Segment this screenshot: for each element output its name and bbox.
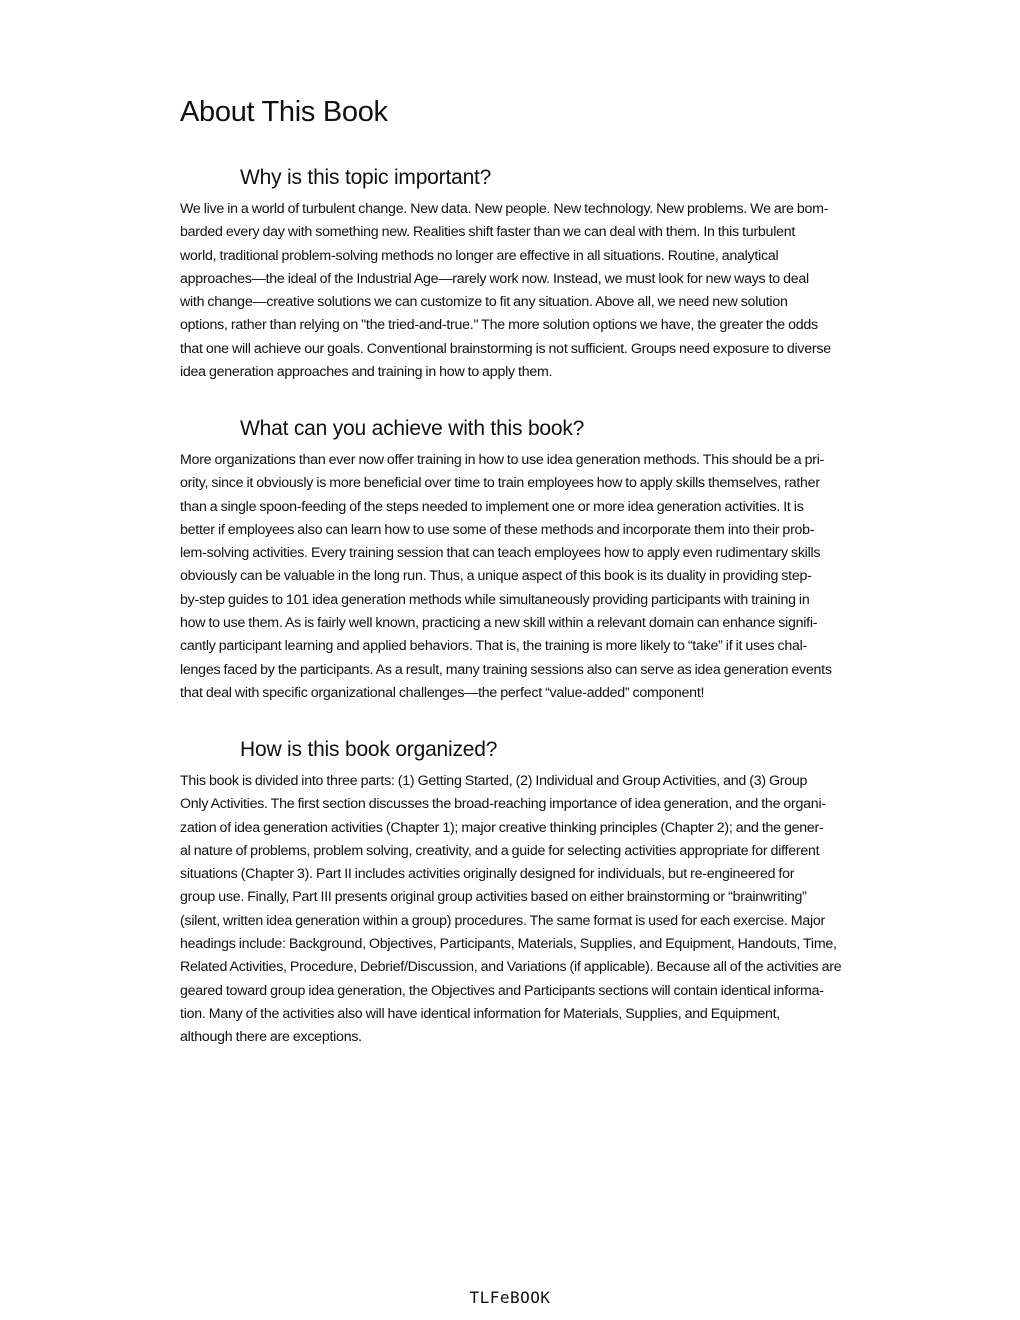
section-heading: What can you achieve with this book? bbox=[240, 417, 585, 440]
text-line: obviously can be valuable in the long run. Thus, a unique aspect of this book is its duality in providing step- bbox=[180, 568, 812, 585]
text-line: that one will achieve our goals. Conventional brainstorming is not sufficient. Groups need exposure to diverse bbox=[180, 340, 831, 357]
text-line: ority, since it obviously is more beneficial over time to train employees how to apply skills themselves, rather bbox=[180, 475, 820, 492]
footer-watermark: TLFeBOOK bbox=[469, 1288, 551, 1307]
text-line: This book is divided into three parts: (1) Getting Started, (2) Individual and Group Activities, and (3) Group bbox=[180, 773, 808, 789]
text-line: barded every day with something new. Realities shift faster than we can deal with them. In this turbulent bbox=[180, 224, 796, 241]
section-body bbox=[180, 449, 902, 705]
section-body bbox=[180, 770, 902, 1050]
text-line: lem-solving activities. Every training session that can teach employees how to apply even rudimentary skills bbox=[180, 545, 821, 562]
section-body bbox=[180, 198, 902, 384]
section-how-organized bbox=[180, 736, 902, 1050]
text-line: Related Activities, Procedure, Debrief/Discussion, and Variations (if applicable). Because all of the activities are bbox=[180, 959, 842, 976]
text-line: Only Activities. The first section discusses the broad-reaching importance of idea generation, and the organi- bbox=[180, 796, 826, 813]
text-line: by-step guides to 101 idea generation methods while simultaneously providing participants with training in bbox=[180, 591, 810, 608]
text-line: with change—creative solutions we can customize to fit any situation. Above all, we need new solution bbox=[180, 294, 788, 311]
text-line: although there are exceptions. bbox=[180, 1029, 362, 1046]
text-line: We live in a world of turbulent change. New data. New people. New technology. New problems. We are bom- bbox=[180, 201, 829, 217]
text-line: More organizations than ever now offer training in how to use idea generation methods. This should be a pri- bbox=[180, 452, 825, 468]
section-heading: Why is this topic important? bbox=[240, 166, 492, 189]
text-line: group use. Finally, Part III presents original group activities based on either brainstorming or “brainwriting” bbox=[180, 889, 807, 906]
text-line: headings include: Background, Objectives, Participants, Materials, Supplies, and Equipment, Handouts, Time, bbox=[180, 936, 837, 953]
text-line: lenges faced by the participants. As a result, many training sessions also can serve as idea generation events bbox=[180, 661, 832, 678]
text-line: cantly participant learning and applied behaviors. That is, the training is more likely to “take” if it uses chal- bbox=[180, 638, 808, 655]
text-line: than a single spoon-feeding of the steps needed to implement one or more idea generation activities. It is bbox=[180, 498, 804, 515]
text-line: al nature of problems, problem solving, creativity, and a guide for selecting activities appropriate for different bbox=[180, 842, 820, 859]
text-line: that deal with specific organizational challenges—the perfect “value-added” component! bbox=[180, 684, 705, 701]
text-line: zation of idea generation activities (Chapter 1); major creative thinking principles (Chapter 2); and the gener- bbox=[180, 819, 824, 836]
page-title: About This Book bbox=[180, 96, 388, 128]
text-line: how to use them. As is fairly well known, practicing a new skill within a relevant domain can enhance signifi- bbox=[180, 615, 818, 632]
text-line: world, traditional problem-solving methods no longer are effective in all situations. Routine, analytical bbox=[180, 247, 779, 264]
text-line: situations (Chapter 3). Part II includes activities originally designed for individuals, but re-engineered for bbox=[180, 866, 795, 883]
text-line: (silent, written idea generation within a group) procedures. The same format is used for each exercise. Major bbox=[180, 912, 826, 929]
text-line: options, rather than relying on "the tried-and-true." The more solution options we have, the greater the odds bbox=[180, 317, 818, 334]
text-line: approaches—the ideal of the Industrial Age—rarely work now. Instead, we must look for new ways to deal bbox=[180, 270, 809, 287]
text-line: better if employees also can learn how to use some of these methods and incorporate them into their prob- bbox=[180, 521, 815, 538]
text-line: geared toward group idea generation, the Objectives and Participants sections will contain identical informa- bbox=[180, 982, 824, 999]
section-what-achieve bbox=[180, 415, 902, 705]
text-line: tion. Many of the activities also will have identical information for Materials, Supplies, and Equipment, bbox=[180, 1005, 780, 1022]
section-why-important bbox=[180, 164, 902, 384]
text-line: idea generation approaches and training in how to apply them. bbox=[180, 364, 553, 381]
section-heading: How is this book organized? bbox=[240, 738, 498, 761]
